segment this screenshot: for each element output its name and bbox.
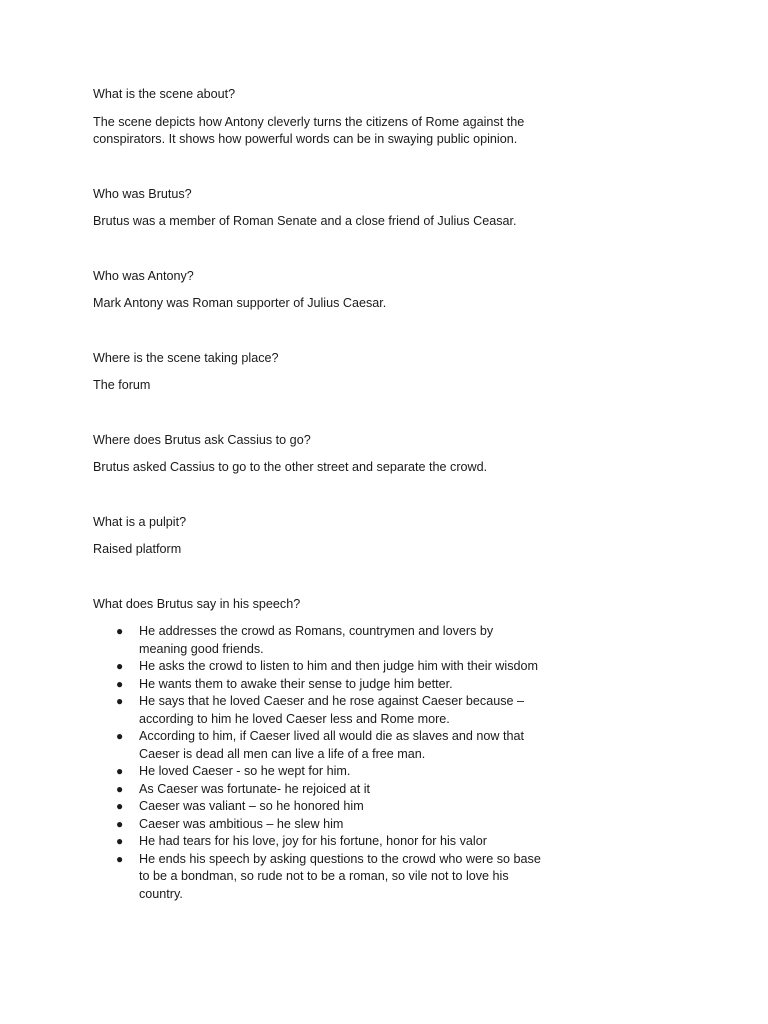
question-text: Who was Antony?: [93, 268, 194, 283]
qa-section-location: [93, 350, 543, 395]
bullet-icon: ●: [116, 729, 124, 743]
list-item-text: He says that he loved Caeser and he rose against Caeser because – according to him he loved Caeser less and Rome more.: [139, 694, 525, 726]
paragraph-spacer: [93, 559, 543, 596]
answer-text: Mark Antony was Roman supporter of Julius Caesar.: [93, 296, 387, 310]
paragraph-spacer: [93, 313, 543, 350]
answer-text: The scene depicts how Antony cleverly turns the citizens of Rome against the conspirators. It shows how powerful words can be in swaying public opinion.: [93, 114, 525, 146]
list-item: [116, 816, 543, 834]
bullet-icon: ●: [116, 834, 124, 848]
qa-section-brutus: [93, 186, 543, 231]
list-item-text: He wants them to awake their sense to judge him better.: [139, 676, 453, 691]
bullet-icon: ●: [116, 799, 124, 813]
list-item: [116, 798, 543, 816]
paragraph-spacer: [93, 149, 543, 186]
list-item-text: He had tears for his love, joy for his fortune, honor for his valor: [139, 834, 487, 848]
list-item-text: He asks the crowd to listen to him and then judge him with their wisdom: [139, 659, 538, 673]
question-text: Who was Brutus?: [93, 186, 192, 201]
bullet-icon: ●: [116, 781, 124, 796]
list-item: [116, 658, 543, 676]
list-item-text: Caeser was ambitious – he slew him: [139, 816, 344, 831]
list-item: [116, 851, 543, 904]
answer-text: Raised platform: [93, 542, 182, 556]
list-item-text: As Caeser was fortunate- he rejoiced at it: [139, 781, 370, 796]
list-item: [116, 781, 543, 799]
list-item-text: According to him, if Caeser lived all would die as slaves and now that Caeser is dead all men can live a life of a free man.: [139, 729, 525, 761]
bullet-icon: ●: [116, 764, 124, 778]
question-text: What does Brutus say in his speech?: [93, 596, 301, 611]
list-item-text: He addresses the crowd as Romans, countrymen and lovers by meaning good friends.: [139, 624, 494, 656]
list-item: [116, 676, 543, 694]
question-text: Where is the scene taking place?: [93, 350, 279, 365]
qa-section-scene: [93, 86, 543, 149]
bullet-icon: ●: [116, 694, 124, 708]
list-item: [116, 833, 543, 851]
qa-section-speech: [93, 596, 543, 904]
paragraph-spacer: [93, 395, 543, 432]
bullet-icon: ●: [116, 851, 124, 866]
answer-text: The forum: [93, 378, 151, 392]
list-item: [116, 623, 543, 658]
paragraph-spacer: [93, 231, 543, 268]
question-text: What is the scene about?: [93, 87, 236, 101]
list-item-text: He loved Caeser - so he wept for him.: [139, 764, 351, 778]
list-item: [116, 763, 543, 781]
question-text: Where does Brutus ask Cassius to go?: [93, 432, 311, 447]
answer-text: Brutus was a member of Roman Senate and a close friend of Julius Ceasar.: [93, 214, 517, 228]
bullet-icon: ●: [116, 624, 124, 638]
document-body: [93, 86, 543, 903]
question-text: What is a pulpit?: [93, 514, 187, 529]
qa-section-pulpit: [93, 514, 543, 559]
paragraph-spacer: [93, 477, 543, 514]
qa-section-antony: [93, 268, 543, 313]
list-item: [116, 693, 543, 728]
speech-bullet-list: [93, 623, 543, 903]
bullet-icon: ●: [116, 816, 124, 831]
answer-text: Brutus asked Cassius to go to the other street and separate the crowd.: [93, 460, 488, 474]
qa-section-cassius: [93, 432, 543, 477]
list-item-text: He ends his speech by asking questions to the crowd who were so base to be a bondman, so rude not to be a roman, so vile not to love his country.: [139, 851, 541, 901]
bullet-icon: ●: [116, 676, 124, 691]
bullet-icon: ●: [116, 659, 124, 673]
list-item: [116, 728, 543, 763]
list-item-text: Caeser was valiant – so he honored him: [139, 799, 364, 813]
